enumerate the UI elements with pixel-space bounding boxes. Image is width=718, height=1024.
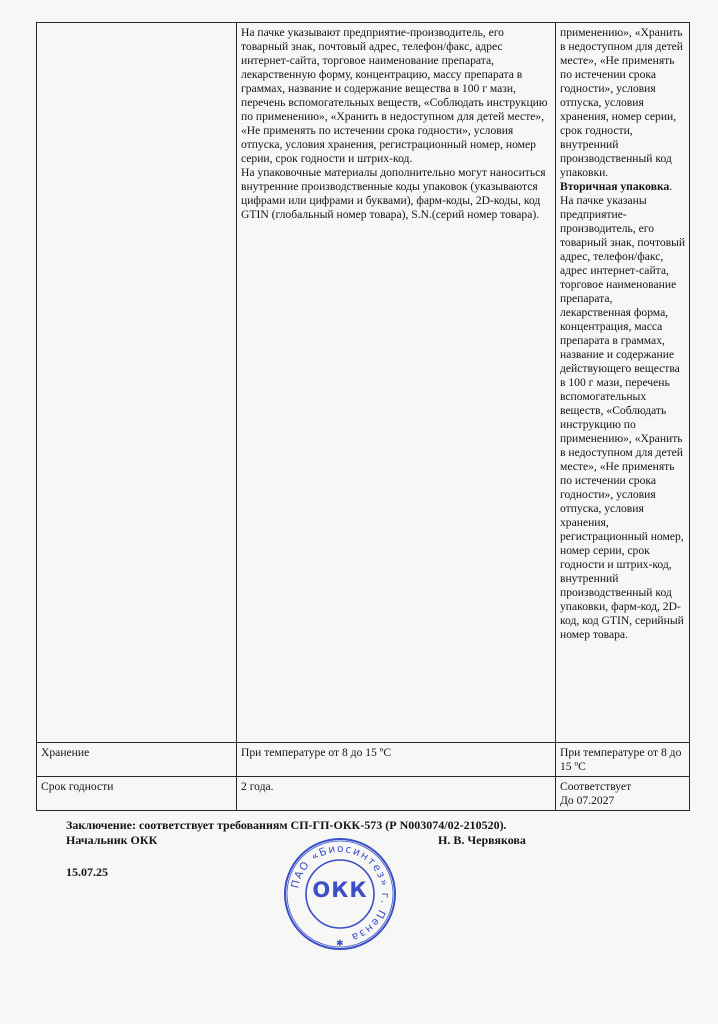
storage-requirement: При температуре от 8 до 15 ºС xyxy=(237,743,556,777)
requirement-paragraph: На упаковочные материалы дополнительно могут наноситься внутренние производственные коды упаковок (указываются цифрами или цифрами и буквами), фарм-коды, 2D-коды, код GTIN (глобальный номер товара), S.N.(серий номер товара). xyxy=(241,166,546,221)
storage-label: Хранение xyxy=(37,743,237,777)
requirement-paragraph: На пачке указывают предприятие-производитель, его товарный знак, почтовый адрес, телефон/факс, адрес интернет-сайта, торговое наименование препарата, лекарственную форму, концентрацию, массу препарата в граммах, название и содержание вещества в 100 г мази, перечень вспомогательных веществ, «Соблюдать инструкцию по применению», «Хранить в недоступном для детей месте», «Не применять по истечении срока годности», условия отпуска, условия хранения, регистрационный номер, номер серии, срок годности и штрих-код. xyxy=(241,26,548,165)
shelf-life-label: Срок годности xyxy=(37,777,237,811)
chief-title: Начальник ОКК xyxy=(66,833,158,847)
conclusion-text: Заключение: соответствует требованиям СП-ГП-ОКК-573 (Р N003074/02-210520). xyxy=(66,818,507,832)
shelf-life-expiry: До 07.2027 xyxy=(560,794,615,807)
storage-result: При температуре от 8 до 15 ºС xyxy=(556,743,690,777)
result-primary-text: применению», «Хранить в недоступном для детей месте», «Не применять по истечении срока годности», условия отпуска, условия хранения, номер серии, срок годности, внутренний производственный код упаковки. xyxy=(560,26,684,179)
secondary-packaging-heading: Вторичная упаковка xyxy=(560,180,670,193)
table-row-storage xyxy=(37,743,690,777)
shelf-life-result xyxy=(556,777,690,811)
stamp-center-text: ОКК xyxy=(312,878,368,902)
chief-name: Н. В. Червякова xyxy=(438,833,526,847)
table-row xyxy=(37,23,690,743)
stamp-star-icon: ✱ xyxy=(336,939,344,949)
requirement-cell-packaging xyxy=(237,23,556,743)
document-date: 15.07.25 xyxy=(66,865,108,879)
stamp-ring-text: ПАО «Биосинтез» г. Пенза xyxy=(289,842,392,944)
shelf-life-requirement: 2 года. xyxy=(237,777,556,811)
shelf-life-result-status: Соответствует xyxy=(560,780,632,793)
specification-table xyxy=(36,22,690,811)
result-secondary-text: На пачке указаны предприятие-производитель, его товарный знак, почтовый адрес, телефон/факс, адрес интернет-сайта, торговое наименование препарата, лекарственная форма, концентрация, масса препарата в граммах, название и содержание действующего вещества в 100 г мази, перечень вспомогательных веществ, «Соблюдать инструкцию по применению», «Хранить в недоступном для детей месте», «Не применять по истечении срока годности», условия отпуска, условия хранения, регистрационный номер, номер серии, срок годности и штрих-код, внутренний производственный код упаковки, фарм-код, 2D-код, код GTIN, серийный номер товара. xyxy=(560,194,686,641)
result-cell-packaging: применению», «Хранить в недоступном для детей месте», «Не применять по истечении срока годности», условия отпуска, условия хранения, номер серии, срок годности, внутренний производственный код упаковки. Вторичная упаковка. На пачке указаны предприятие-производитель, его товарный знак, почтовый адрес, телефон/факс, адрес интернет-сайта, торговое наименование препарата, лекарственная форма, концентрация, масса препарата в граммах, название и содержание действующего вещества в 100 г мази, перечень вспомогательных веществ, «Соблюдать инструкцию по применению», «Хранить в недоступном для детей месте», «Не применять по истечении срока годности», условия отпуска, условия хранения, регистрационный номер, номер серии, срок годности и штрих-код, внутренний производственный код упаковки, фарм-код, 2D-код, код GTIN, серийный номер товара. xyxy=(556,23,690,743)
table-row-shelf-life xyxy=(37,777,690,811)
parameter-cell-empty xyxy=(37,23,237,743)
qc-stamp xyxy=(282,836,398,952)
